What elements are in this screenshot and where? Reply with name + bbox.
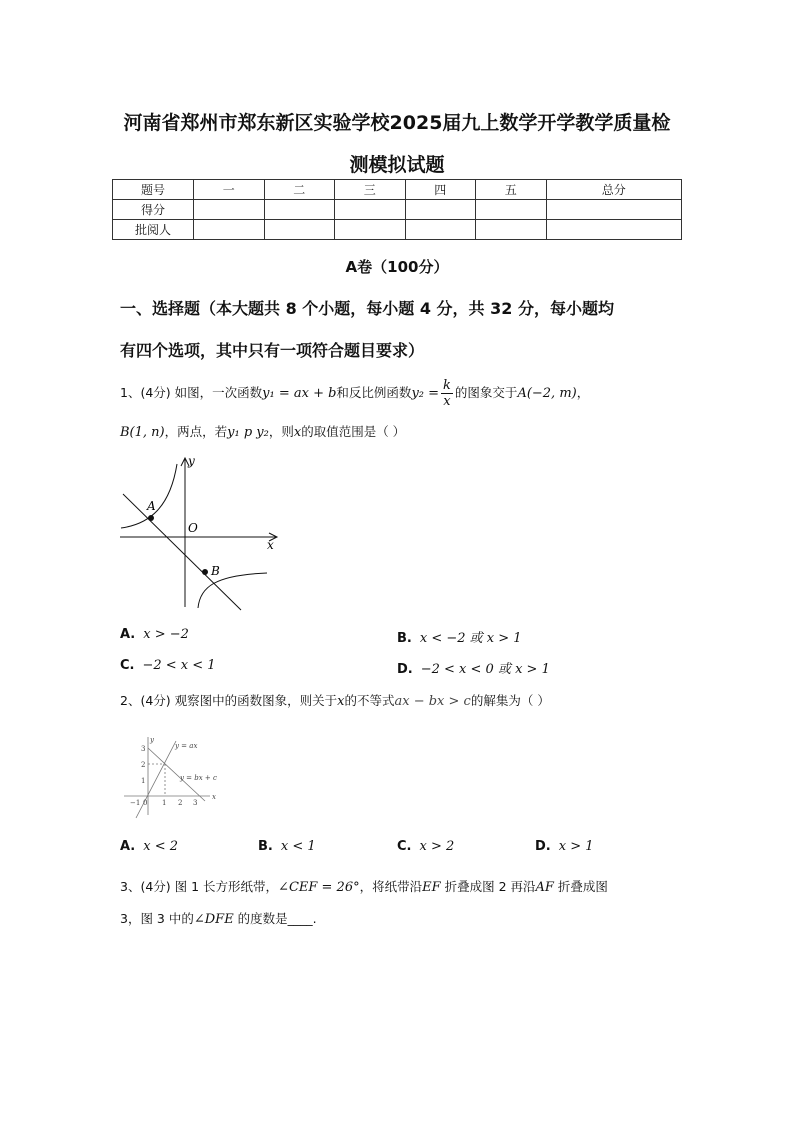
x-tick-label: 0 <box>143 799 148 807</box>
score-cell[interactable] <box>405 220 476 240</box>
question-text: 1、(4分) 如图，一次函数 <box>120 385 263 400</box>
linear-function-line <box>123 494 241 610</box>
math-expression: y₂ = <box>411 386 440 401</box>
option-letter: D. <box>535 839 551 854</box>
question-text: . <box>312 911 317 926</box>
question-text: ，则 <box>268 424 294 439</box>
fraction <box>441 378 453 409</box>
point-b-label: B <box>211 564 220 578</box>
score-table-row <box>113 220 682 240</box>
option-b[interactable] <box>258 839 316 854</box>
question-2-text <box>120 691 550 709</box>
question-3-line1 <box>120 877 608 895</box>
math-expression: y₁ = ax + b <box>262 386 337 401</box>
x-tick-label: 3 <box>193 799 198 807</box>
option-a[interactable] <box>120 627 189 642</box>
point-b <box>202 569 208 575</box>
score-cell[interactable] <box>194 200 265 220</box>
question-text: 的不等式 <box>344 693 395 708</box>
option-letter: D. <box>397 662 413 677</box>
score-row-label: 得分 <box>113 200 194 220</box>
point-a-label: A <box>147 499 156 513</box>
x-tick-label: 1 <box>162 799 167 807</box>
score-cell[interactable] <box>476 220 547 240</box>
origin-label: O <box>188 521 198 535</box>
math-expression: y₁ p y₂ <box>227 425 269 440</box>
math-expression: A(−2, m) <box>517 386 577 401</box>
math-expression: ∠CEF = 26° <box>278 880 360 895</box>
question-text: 和反比例函数 <box>336 385 412 400</box>
fraction-denominator: x <box>443 394 451 409</box>
score-header-cell: 四 <box>405 180 476 200</box>
question-text: 折叠成图 2 再沿 <box>440 879 536 894</box>
math-expression: x <box>293 425 302 440</box>
score-header-cell: 题号 <box>113 180 194 200</box>
option-text: x > 1 <box>558 839 594 854</box>
question-text: 3，图 3 中的 <box>120 911 194 926</box>
option-text: −2 < x < 0 或 x > 1 <box>420 662 550 677</box>
y-axis-label: y <box>188 454 195 468</box>
question-text: 的度数是 <box>233 911 288 926</box>
y-tick-label: 2 <box>141 761 146 769</box>
option-c[interactable] <box>397 839 454 854</box>
line-label-y-ax: y = ax <box>175 742 198 750</box>
score-cell[interactable] <box>264 200 335 220</box>
score-header-cell: 一 <box>194 180 265 200</box>
option-text: x < 1 <box>280 839 316 854</box>
option-text: x < −2 或 x > 1 <box>419 631 522 646</box>
x-axis-label: x <box>267 538 274 552</box>
option-text: x < 2 <box>143 839 179 854</box>
score-cell[interactable] <box>335 200 406 220</box>
score-header-cell: 二 <box>264 180 335 200</box>
x-tick-label: 2 <box>178 799 183 807</box>
option-letter: B. <box>258 839 273 854</box>
score-table <box>112 179 682 240</box>
question-1-line1 <box>120 378 589 409</box>
option-c[interactable] <box>120 658 216 673</box>
score-header-cell: 总分 <box>546 180 682 200</box>
option-letter: C. <box>120 658 135 673</box>
option-text: −2 < x < 1 <box>142 658 216 673</box>
math-expression: EF <box>422 880 441 895</box>
question-2-graph <box>118 733 228 821</box>
option-letter: C. <box>397 839 412 854</box>
option-letter: B. <box>397 631 412 646</box>
score-cell[interactable] <box>546 200 682 220</box>
score-table-header-row <box>113 180 682 200</box>
math-expression: B(1, n) <box>120 425 165 440</box>
score-row-label: 批阅人 <box>113 220 194 240</box>
option-text: x > −2 <box>143 627 189 642</box>
section-heading-line1: 一、选择题（本大题共 8 个小题，每小题 4 分，共 32 分，每小题均 <box>120 299 614 318</box>
question-text: 折叠成图 <box>553 879 608 894</box>
math-expression: x <box>337 694 345 709</box>
question-text: 的图象交于 <box>454 385 518 400</box>
score-cell[interactable] <box>405 200 476 220</box>
option-d[interactable] <box>397 658 550 677</box>
line-label-y-bx-c: y = bx + c <box>180 774 217 782</box>
question-text: 的解集为（ ） <box>470 693 550 708</box>
question-text: ，将纸带沿 <box>359 879 423 894</box>
part-title: A卷（100分） <box>345 258 449 276</box>
score-cell[interactable] <box>546 220 682 240</box>
document-title-line2: 测模拟试题 <box>349 154 445 176</box>
y-tick-label: 1 <box>141 777 146 785</box>
answer-blank[interactable]: ____ <box>287 911 313 926</box>
score-cell[interactable] <box>264 220 335 240</box>
question-3-line2 <box>120 909 317 927</box>
score-table-row <box>113 200 682 220</box>
question-1-graph <box>115 452 285 612</box>
score-cell[interactable] <box>476 200 547 220</box>
score-header-cell: 五 <box>476 180 547 200</box>
option-b[interactable] <box>397 627 522 646</box>
option-a[interactable] <box>120 839 178 854</box>
option-letter: A. <box>120 627 136 642</box>
option-text: x > 2 <box>419 839 455 854</box>
question-text: ，两点，若 <box>164 424 228 439</box>
score-header-cell: 三 <box>335 180 406 200</box>
option-letter: A. <box>120 839 136 854</box>
question-1-line2 <box>120 422 405 440</box>
score-cell[interactable] <box>335 220 406 240</box>
document-title-line1: 河南省郑州市郑东新区实验学校2025届九上数学开学教学质量检 <box>123 112 671 134</box>
x-axis-label: x <box>212 793 216 801</box>
y-tick-label: 3 <box>141 745 146 753</box>
question-text: 的取值范围是（ ） <box>301 424 406 439</box>
score-cell[interactable] <box>194 220 265 240</box>
section-heading-line2: 有四个选项，其中只有一项符合题目要求） <box>120 341 425 360</box>
math-expression: ∠DFE <box>193 912 234 927</box>
math-expression: AF <box>535 880 554 895</box>
option-d[interactable] <box>535 839 594 854</box>
question-text: 3、(4分) 图 1 长方形纸带， <box>120 879 279 894</box>
x-tick-label: −1 <box>130 799 141 807</box>
question-text: 2、(4分) 观察图中的函数图象，则关于 <box>120 693 338 708</box>
math-expression: ax − bx > c <box>394 694 471 709</box>
fraction-numerator: k <box>443 378 451 393</box>
y-axis-label: y <box>150 736 154 744</box>
question-text: ， <box>576 385 590 400</box>
point-a <box>148 515 154 521</box>
